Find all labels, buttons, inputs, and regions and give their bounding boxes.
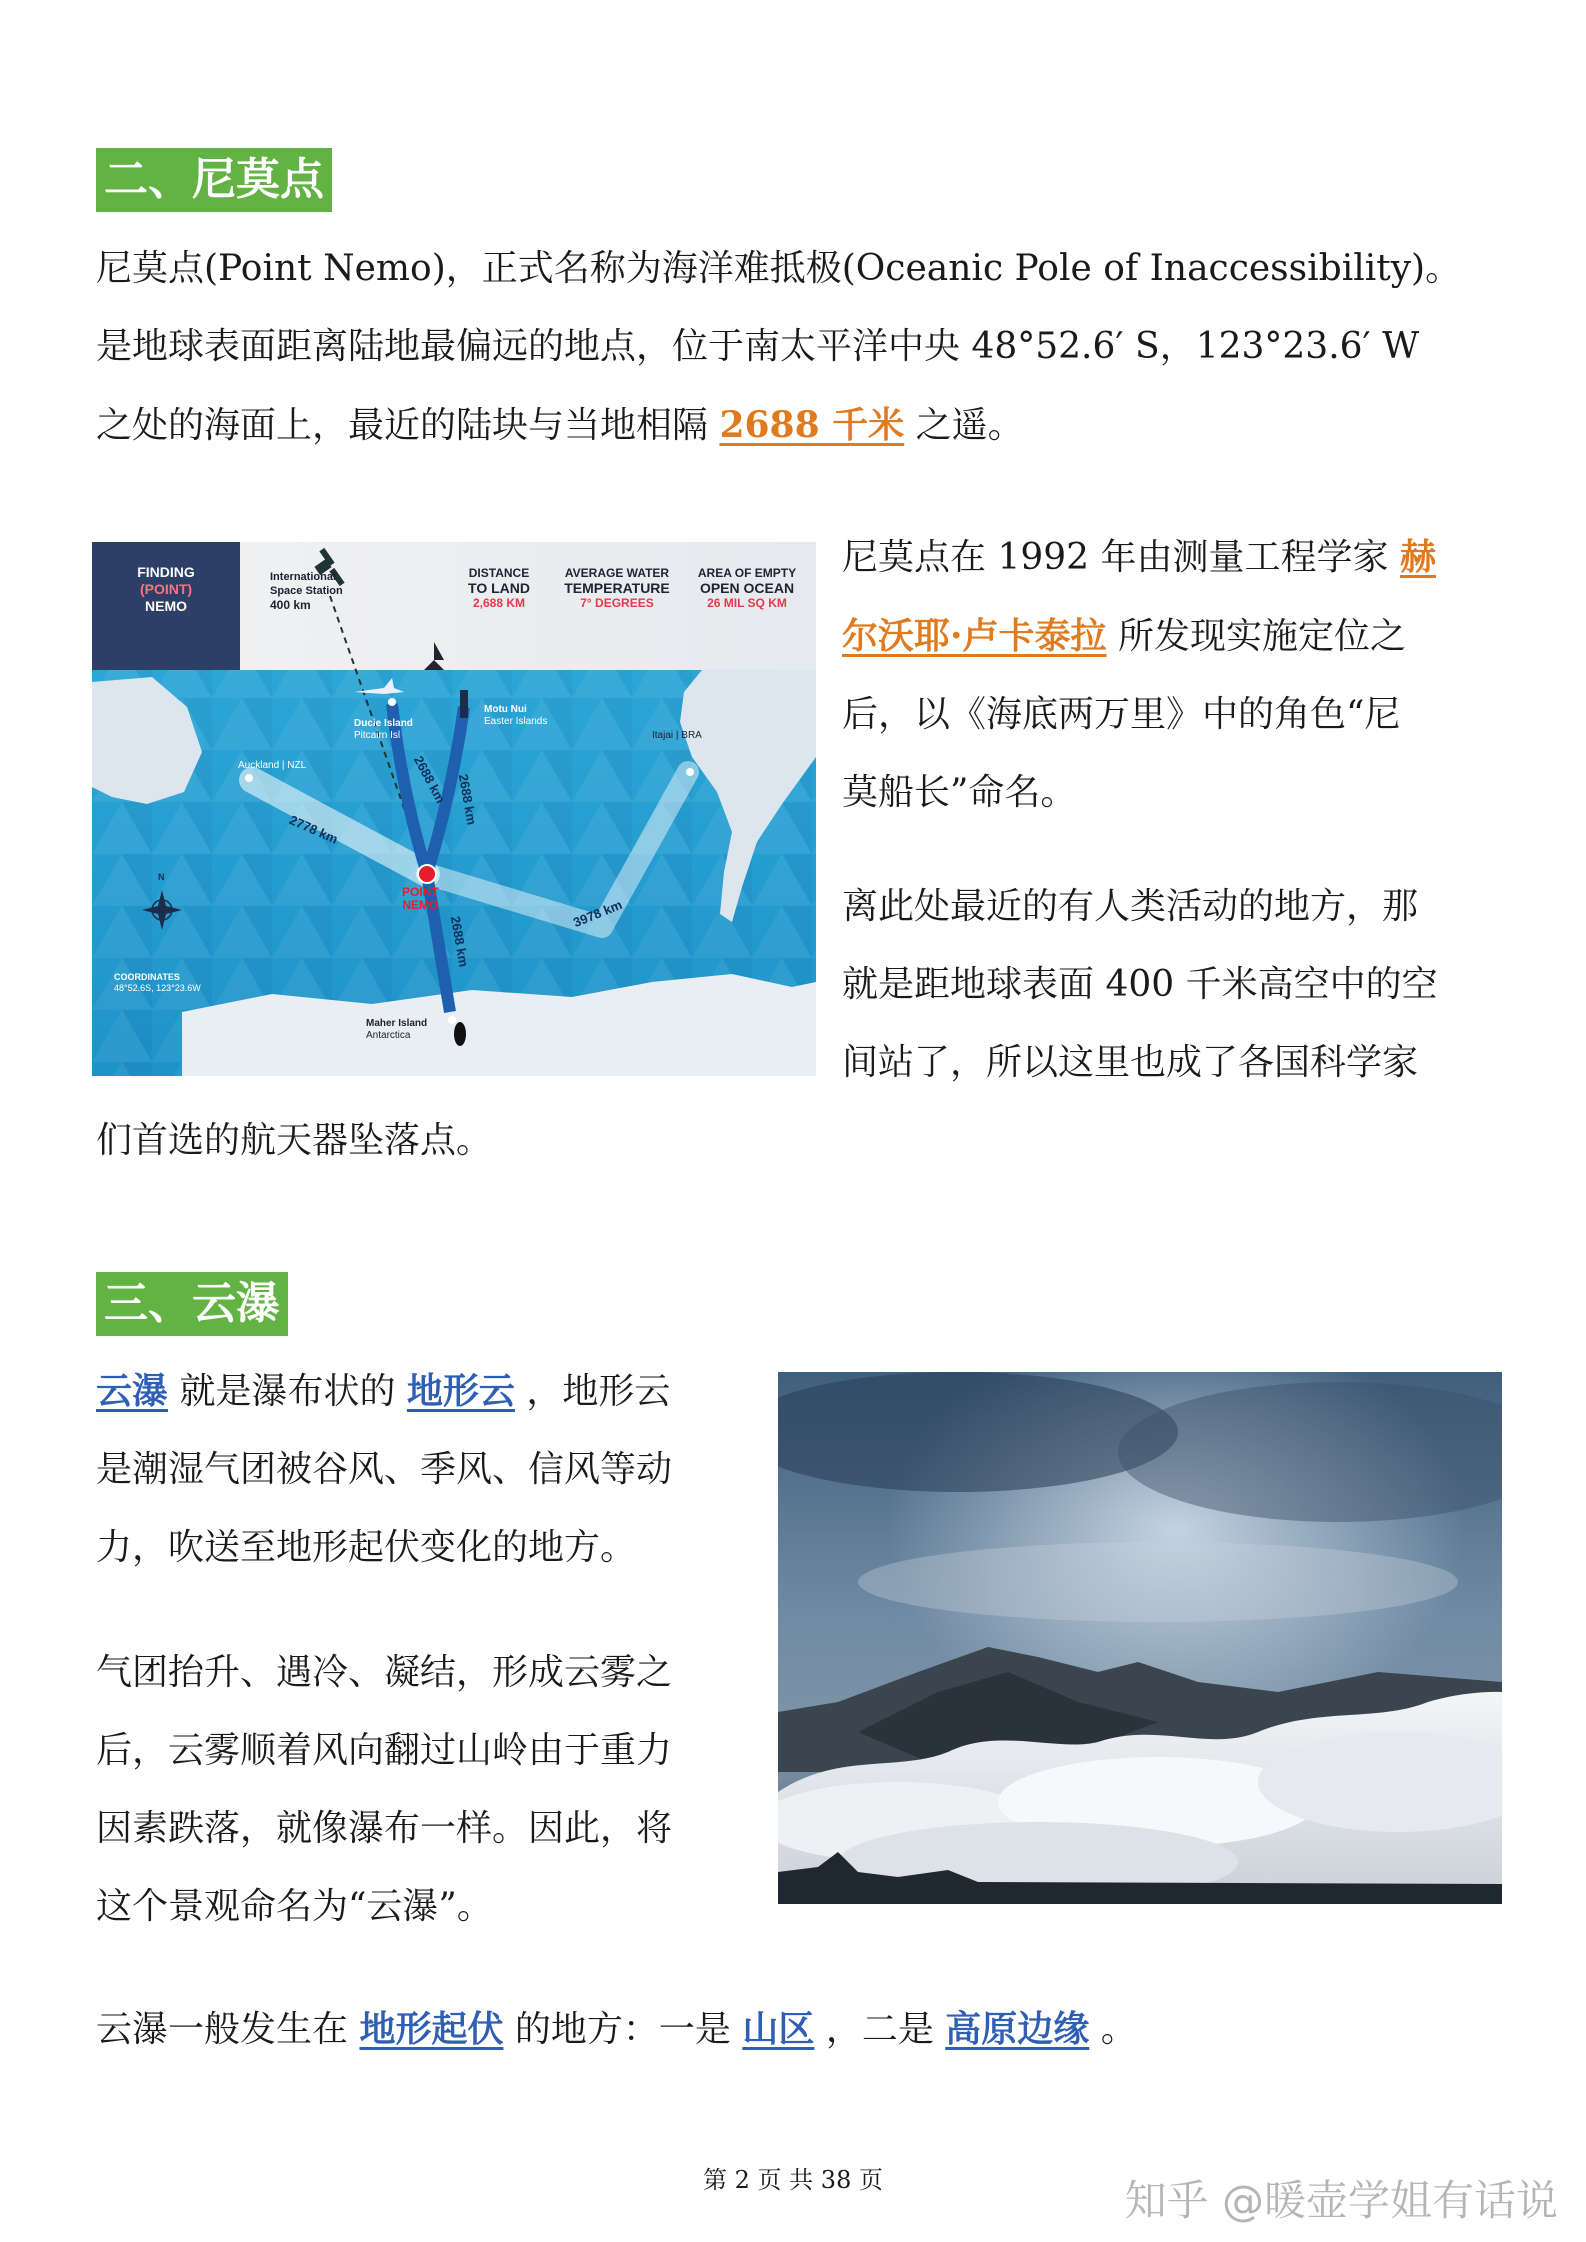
text-line [96,1352,776,1431]
distance-label: 2688 km [447,914,472,969]
discoverer-link[interactable]: 赫 [1399,536,1436,578]
paragraph-discovery [842,518,1522,832]
stat-temperature [552,566,682,611]
text-line [842,518,1522,597]
text-line: 莫船长”命名。 [842,772,1077,813]
label-line: Pitcairn Isl [354,730,401,741]
label-line: Easter Islands [484,716,548,727]
stat-distance [454,566,544,611]
text-line: 这个景观命名为“云瀑”。 [96,1886,493,1927]
text-span: 之处的海面上，最近的陆块与当地相隔 [96,405,720,446]
distance-label: 2778 km [287,812,341,847]
text-line: 气团抬升、遇冷、凝结，形成云雾之 [96,1652,673,1693]
stat-line: DISTANCE [468,566,530,580]
paragraph-space-station [842,868,1522,1102]
label-line: Ducie Island [354,718,413,729]
map-title-panel [92,564,240,615]
map-title-line: FINDING [137,564,195,580]
label-line: COORDINATES [114,972,180,982]
cloud-photo-graphic [778,1372,1502,1904]
plateau-edge-link[interactable]: 高原边缘 [945,2008,1090,2050]
label-maher-island [366,1018,427,1042]
text-line: 尼莫点(Point Nemo)，正式名称为海洋难抵极(Oceanic Pole of Inaccessibility)。 [96,248,1462,289]
text-line: 是潮湿气团被谷风、季风、信风等动 [96,1449,673,1490]
text-span: 。 [1089,2009,1137,2050]
stat-line: AREA OF EMPTY [697,566,797,580]
text-span: ，二是 [814,2009,946,2050]
label-line: 48°52.6S, 123°23.6W [114,983,201,993]
iss-label-line: 400 km [270,598,311,612]
cloud-waterfall-photo [778,1372,1502,1904]
iss-label [270,570,343,612]
stat-line: TO LAND [468,580,530,596]
label-line: Motu Nui [484,704,527,715]
text-line: 间站了，所以这里也成了各国科学家 [842,1042,1419,1083]
text-span: 尼莫点在 1992 年由测量工程学家 [842,537,1400,578]
terrain-link[interactable]: 地形起伏 [359,2008,504,2050]
text-line: 是地球表面距离陆地最偏远的地点，位于南太平洋中央 48°52.6′ S，123°23.6′ W [96,326,1420,367]
text-line [96,386,1516,465]
text-line: 就是距地球表面 400 千米高空中的空 [842,964,1438,1005]
iss-label-line: International [270,571,337,583]
distance-label: 2688 km [455,772,480,827]
text-line [96,1990,1496,2069]
text-span: 之遥。 [904,405,1024,446]
label-itajai: Itajai | BRA [652,730,702,741]
cloud-waterfall-link[interactable]: 云瀑 [96,1370,169,1412]
stat-line: OPEN OCEAN [699,580,795,596]
map-title-line: NEMO [145,598,187,614]
label-line: POINT [402,885,439,899]
zhihu-watermark: 知乎 @暖壶学姐有话说 [1124,2176,1558,2225]
text-line: 力，吹送至地形起伏变化的地方。 [96,1527,637,1568]
stat-line: TEMPERATURE [564,580,670,596]
distance-label: 2688 km [410,753,449,806]
label-coordinates [114,972,201,994]
label-line: NEMO [402,898,439,912]
page-number: 第 2 页 共 38 页 [703,2166,883,2194]
paragraph-point-nemo-intro [96,230,1516,465]
label-ducie-island [354,718,413,742]
distance-label: 3978 km [571,896,625,931]
stat-area [686,566,808,611]
text-line: 后，以《海底两万里》中的角色“尼 [842,694,1401,735]
section-heading-cloud-waterfall: 三、云瀑 [96,1272,288,1336]
map-graphic [92,542,816,1076]
distance-link[interactable]: 2688 千米 [719,404,905,446]
label-line: Antarctica [366,1030,411,1041]
text-line: 后，云雾顺着风向翻过山岭由于重力 [96,1730,673,1771]
mountain-area-link[interactable]: 山区 [742,2008,815,2050]
label-motu-nui [484,704,547,728]
text-span: 云瀑一般发生在 [96,2009,360,2050]
text-span: 就是瀑布状的 [168,1371,407,1412]
text-line [842,597,1522,676]
label-auckland: Auckland | NZL [238,760,307,771]
text-line: 离此处最近的有人类活动的地方，那 [842,886,1419,927]
text-line: 因素跌落，就像瀑布一样。因此，将 [96,1808,673,1849]
point-nemo-map [92,542,816,1076]
paragraph-cloud-waterfall-location [96,1990,1496,2069]
text-span: 所发现实施定位之 [1106,616,1406,657]
label-line: Maher Island [366,1018,428,1029]
text-span: 的地方：一是 [503,2009,743,2050]
label-point-nemo [402,886,439,912]
stat-line: 7° DEGREES [580,596,654,610]
paragraph-cloud-formation [96,1634,776,1946]
text-span: ，地形云 [514,1371,671,1412]
iss-label-line: Space Station [270,585,343,597]
compass-n-label: N [158,872,165,882]
stat-line: 2,688 KM [472,596,526,610]
stat-line: 26 MIL SQ KM [707,596,787,610]
discoverer-link[interactable]: 尔沃耶·卢卡泰拉 [842,615,1107,657]
text-line: 们首选的航天器坠落点。 [96,1120,493,1161]
map-title-line: (POINT) [139,581,193,597]
stat-line: AVERAGE WATER [564,566,670,580]
paragraph-space-station-end [96,1102,1096,1180]
orographic-cloud-link[interactable]: 地形云 [406,1370,515,1412]
paragraph-cloud-waterfall-intro [96,1352,776,1587]
section-heading-point-nemo: 二、尼莫点 [96,148,332,212]
